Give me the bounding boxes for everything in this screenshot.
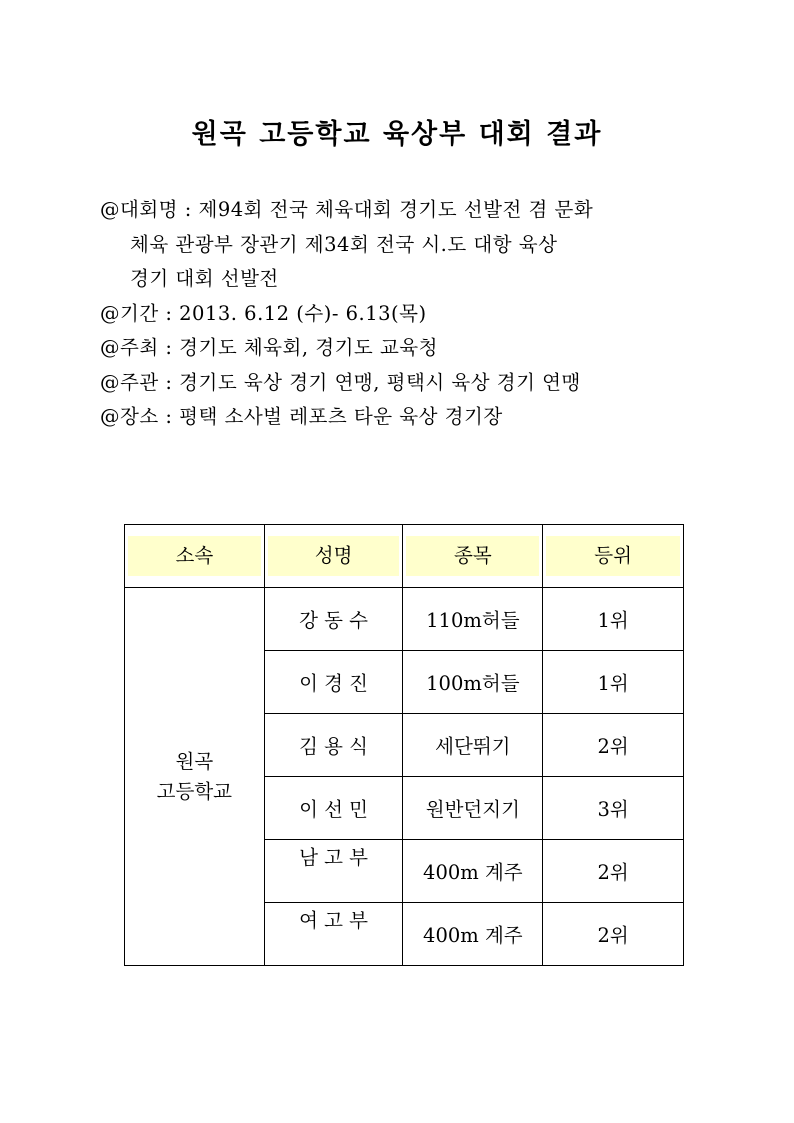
event-period: @기간 : 2013. 6.12 (수)- 6.13(목): [100, 301, 427, 325]
event-venue: @장소 : 평택 소사벌 레포츠 타운 육상 경기장: [100, 405, 503, 428]
athlete-name: 강 동 수: [264, 588, 403, 651]
header-rank: 등위: [543, 525, 684, 588]
athlete-rank: 1위: [543, 588, 684, 651]
athlete-name: 김 용 식: [264, 714, 403, 777]
affiliation-cell: [125, 588, 265, 966]
table-row: [125, 588, 684, 651]
event-info-list: [100, 193, 720, 435]
event-organizer: @주관 : 경기도 육상 경기 연맹, 평택시 육상 경기 연맹: [100, 370, 581, 394]
header-name: 성명: [264, 525, 403, 588]
affiliation-line-2: 고등학교: [156, 779, 233, 803]
event-name-line-2: 체육 관광부 장관기 제34회 전국 시.도 대항 육상: [130, 232, 558, 256]
athlete-event: 100m허들: [403, 651, 543, 714]
team-name: 남 고 부: [299, 846, 369, 869]
team-event: 400m 계주: [403, 840, 543, 903]
table-header-row: [125, 525, 684, 588]
team-name-cell: [264, 903, 403, 966]
athlete-name: 이 선 민: [264, 777, 403, 840]
athlete-event: 세단뛰기: [403, 714, 543, 777]
team-name-cell: [264, 840, 403, 903]
header-event: 종목: [403, 525, 543, 588]
team-rank: 2위: [543, 903, 684, 966]
athlete-rank: 2위: [543, 714, 684, 777]
header-affiliation: 소속: [125, 525, 265, 588]
athlete-name: 이 경 진: [264, 651, 403, 714]
page-title: 원곡 고등학교 육상부 대회 결과: [191, 119, 603, 150]
event-name-line-3: 경기 대회 선발전: [130, 267, 279, 290]
event-host: @주최 : 경기도 체육회, 경기도 교육청: [100, 336, 438, 359]
athlete-event: 110m허들: [403, 588, 543, 651]
team-name: 여 고 부: [299, 909, 369, 932]
affiliation-line-1: 원곡: [175, 749, 214, 773]
athlete-rank: 3위: [543, 777, 684, 840]
results-table: [124, 524, 684, 966]
athlete-rank: 1위: [543, 651, 684, 714]
team-rank: 2위: [543, 840, 684, 903]
team-event: 400m 계주: [403, 903, 543, 966]
event-name-line-1: @대회명 : 제94회 전국 체육대회 경기도 선발전 겸 문화: [100, 198, 594, 221]
athlete-event: 원반던지기: [403, 777, 543, 840]
